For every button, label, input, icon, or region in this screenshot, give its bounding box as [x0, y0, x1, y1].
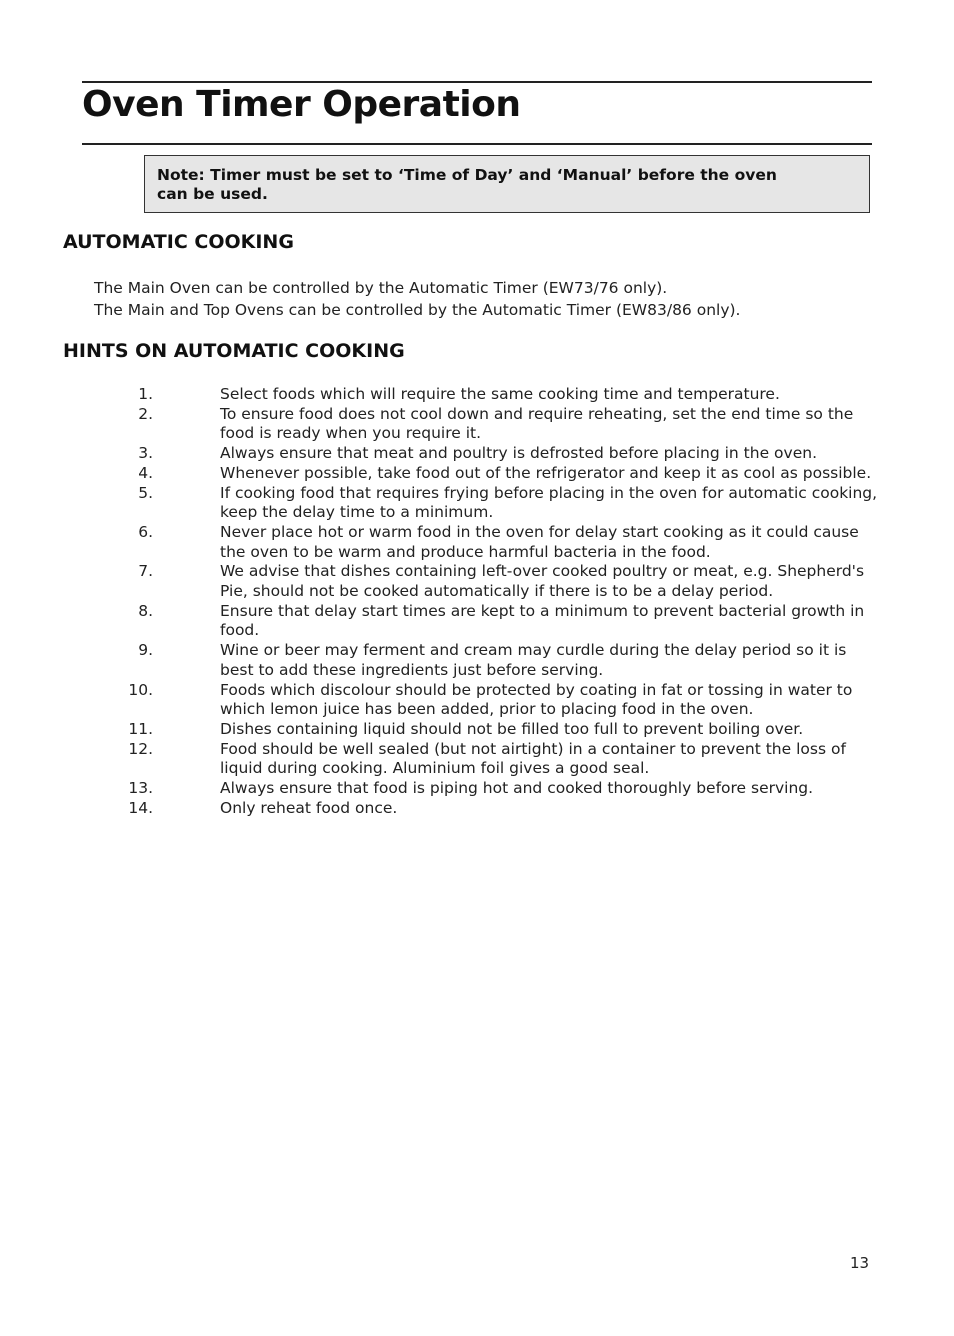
hints-heading: HINTS ON AUTOMATIC COOKING — [63, 340, 405, 362]
hint-number: 7. — [138, 562, 153, 581]
automatic-cooking-paragraph — [94, 277, 740, 321]
hint-text: Never place hot or warm food in the oven for delay start cooking as it could cause the oven to be warm and produce harmful bacteria in the food. — [220, 522, 859, 561]
hint-text: Wine or beer may ferment and cream may curdle during the delay period so it is best to add these ingredients just before serving. — [220, 641, 847, 679]
hint-text: If cooking food that requires frying before placing in the oven for automatic cooking, keep the delay time to a minimum. — [220, 483, 878, 522]
hint-text: We advise that dishes containing left-over cooked poultry or meat, e.g. Shepherd's Pie, should not be cooked automatically if there is to be a delay period. — [220, 562, 865, 601]
title-bottom-rule — [82, 143, 872, 145]
automatic-cooking-line-2: The Main and Top Ovens can be controlled by the Automatic Timer (EW83/86 only). — [94, 301, 741, 319]
hint-text: Select foods which will require the same cooking time and temperature. — [220, 385, 780, 403]
hint-text: Ensure that delay start times are kept to a minimum to prevent bacterial growth in food. — [220, 601, 865, 640]
hint-item — [90, 740, 880, 779]
hint-item — [90, 523, 880, 562]
hint-number: 1. — [138, 385, 153, 403]
automatic-cooking-heading: AUTOMATIC COOKING — [63, 231, 294, 253]
page-number: 13 — [850, 1254, 870, 1272]
hint-text: Only reheat food once. — [220, 798, 398, 817]
hint-item — [90, 562, 880, 601]
hint-text: Foods which discolour should be protected by coating in fat or tossing in water to which lemon juice has been added, prior to placing food in the oven. — [220, 680, 853, 719]
hint-number: 3. — [138, 444, 153, 463]
hint-number: 2. — [138, 404, 153, 423]
hint-number: 11. — [128, 719, 153, 738]
hint-text: Whenever possible, take food out of the refrigerator and keep it as cool as possible. — [220, 463, 872, 482]
hint-item — [90, 464, 880, 484]
title-top-rule — [82, 81, 872, 83]
page-title: Oven Timer Operation — [82, 84, 521, 125]
hint-item — [90, 779, 880, 799]
hint-text: To ensure food does not cool down and require reheating, set the end time so the food is ready when you require it. — [220, 404, 854, 443]
hint-number: 5. — [138, 483, 153, 502]
hint-number: 13. — [128, 779, 153, 798]
hint-text: Always ensure that meat and poultry is defrosted before placing in the oven. — [220, 444, 817, 463]
hint-number: 8. — [138, 601, 153, 620]
hint-item — [90, 484, 880, 523]
automatic-cooking-line-1: The Main Oven can be controlled by the Automatic Timer (EW73/76 only). — [94, 279, 668, 297]
hint-number: 4. — [138, 463, 153, 482]
hint-item — [90, 641, 880, 680]
hint-item — [90, 602, 880, 641]
hint-text: Food should be well sealed (but not airtight) in a container to prevent the loss of liquid during cooking. Aluminium foil gives a good seal. — [220, 739, 846, 778]
note-box — [144, 155, 870, 213]
hint-number: 10. — [128, 680, 153, 699]
hint-item — [90, 405, 880, 444]
hint-text: Always ensure that food is piping hot and cooked thoroughly before serving. — [220, 779, 814, 798]
hint-item — [90, 799, 880, 819]
note-text: Note: Timer must be set to ‘Time of Day’ and ‘Manual’ before the oven can be used. — [157, 166, 777, 203]
hint-item — [90, 444, 880, 464]
hint-item — [90, 720, 880, 740]
hint-number: 9. — [138, 641, 153, 660]
hint-number: 12. — [128, 739, 153, 758]
hint-text: Dishes containing liquid should not be filled too full to prevent boiling over. — [220, 719, 804, 738]
hint-item — [90, 681, 880, 720]
hint-number: 6. — [138, 522, 153, 541]
hint-number: 14. — [128, 798, 153, 817]
hint-item — [90, 385, 880, 405]
hints-list — [90, 385, 880, 818]
